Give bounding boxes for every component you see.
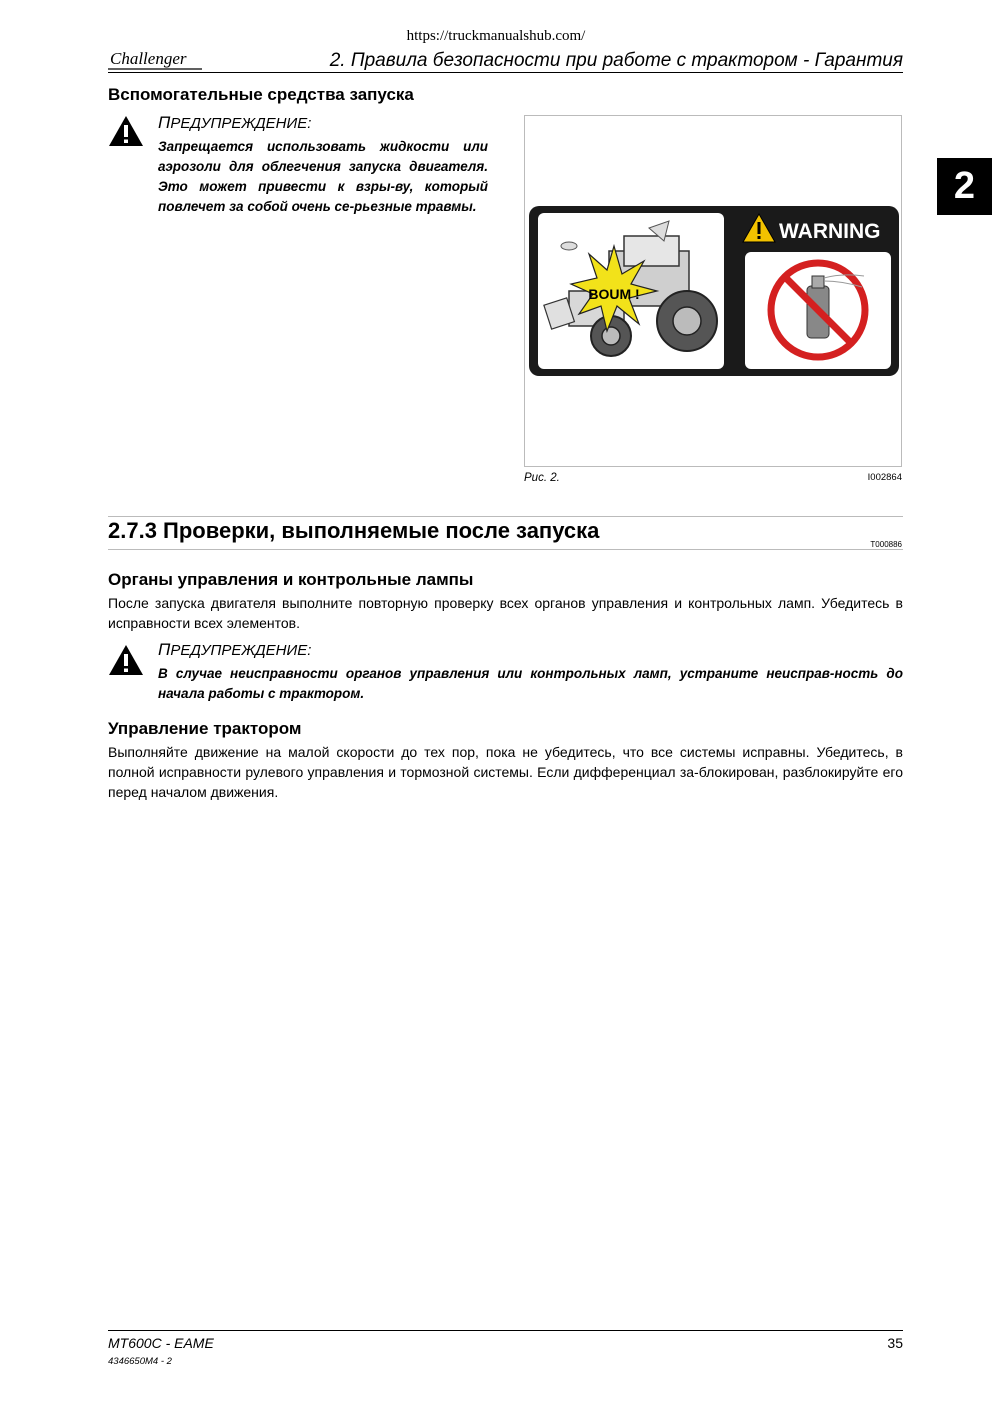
page-number: 35 [887,1335,903,1351]
footer-rule [108,1330,903,1331]
driving-heading: Управление трактором [108,719,302,738]
warning-decal [529,206,899,376]
warning-triangle-icon [108,115,144,147]
footer-model: MT600C - EAME [108,1335,214,1351]
figure-caption: Рис. 2. [524,472,560,484]
driving-text: Выполняйте движение на малой скорости до тех пор, пока не убедитесь, что все системы исправны. Убедитесь, в полной исправности рулевого управления и тормозной системы. Если дифференциал за-блокирован, разблокируйте его перед началом движения. [108,744,903,800]
boom-label: BOUM ! [588,286,640,302]
section-id: T000886 [870,540,902,549]
logo-text: Challenger [110,49,187,68]
chapter-tab[interactable]: 2 [937,158,992,215]
controls-text: После запуска двигателя выполните повторную проверку всех органов управления и контрольных ламп. Убедитесь в исправности всех элементов. [108,595,903,631]
section-rule-top [108,516,903,517]
challenger-logo [108,44,203,74]
section-rule-bottom [108,549,903,550]
figure-id: I002864 [867,472,902,483]
warning-label: WARNING [779,220,881,243]
warning-title: ПРЕДУПРЕЖДЕНИЕ: [158,113,312,132]
header-rule [108,72,903,73]
start-aids-heading: Вспомогательные средства запуска [108,85,414,104]
running-head: 2. Правила безопасности при работе с трактором - Гарантия [329,50,903,71]
document-code: 4346650M4 - 2 [108,1356,172,1367]
warning-text-start-aids: Запрещается использовать жидкости или аэрозоли для облегчения запуска двигателя. Это может привести к взры-ву, который повлечет за собой очень се-рьезные травмы. [158,139,488,214]
no-aerosol-icon [771,263,865,357]
source-url: https://truckmanualshub.com/ [406,28,586,44]
section-title: 2.7.3 Проверки, выполняемые после запуска [108,518,600,543]
warning-title: ПРЕДУПРЕЖДЕНИЕ: [158,640,312,659]
warning-triangle-icon [108,644,144,676]
controls-heading: Органы управления и контрольные лампы [108,570,474,589]
warning-text-controls: В случае неисправности органов управления или контрольных ламп, устраните неисправ-ность до начала работы с трактором. [158,666,903,701]
